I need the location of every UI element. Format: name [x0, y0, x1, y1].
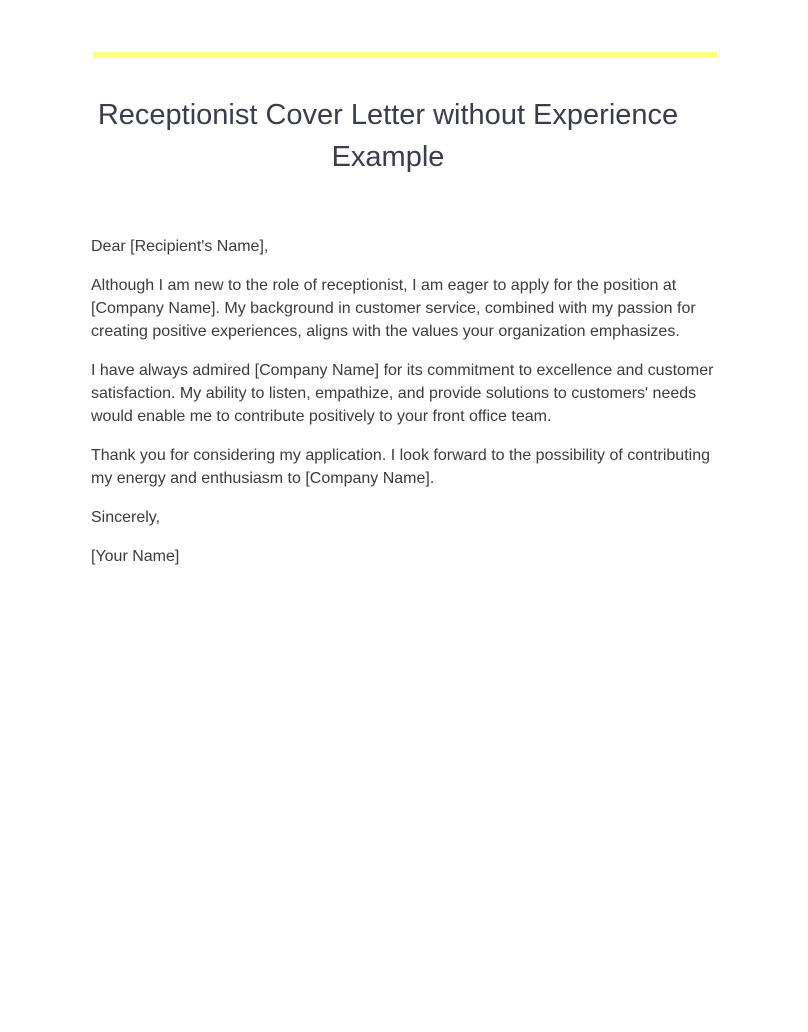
letter-body [91, 235, 731, 584]
paragraph-intro: Although I am new to the role of receptionist, I am eager to apply for the position at [Company Name]. My background in customer service, combined with my passion for creating positive experiences, aligns with the values your organization emphasizes. [91, 277, 696, 340]
paragraph-admiration: I have always admired [Company Name] for its commitment to excellence and customer satisfaction. My ability to listen, empathize, and provide solutions to customers' needs would enable me to contribute positively to your front office team. [91, 362, 714, 425]
paragraph-thanks: Thank you for considering my application. I look forward to the possibility of contributing my energy and enthusiasm to [Company Name]. [91, 447, 710, 487]
signature: [Your Name] [91, 548, 180, 565]
accent-bar [93, 52, 717, 58]
closing: Sincerely, [91, 509, 161, 526]
salutation: Dear [Recipient's Name], [91, 238, 269, 255]
document-title: Receptionist Cover Letter without Experience Example [97, 99, 679, 173]
